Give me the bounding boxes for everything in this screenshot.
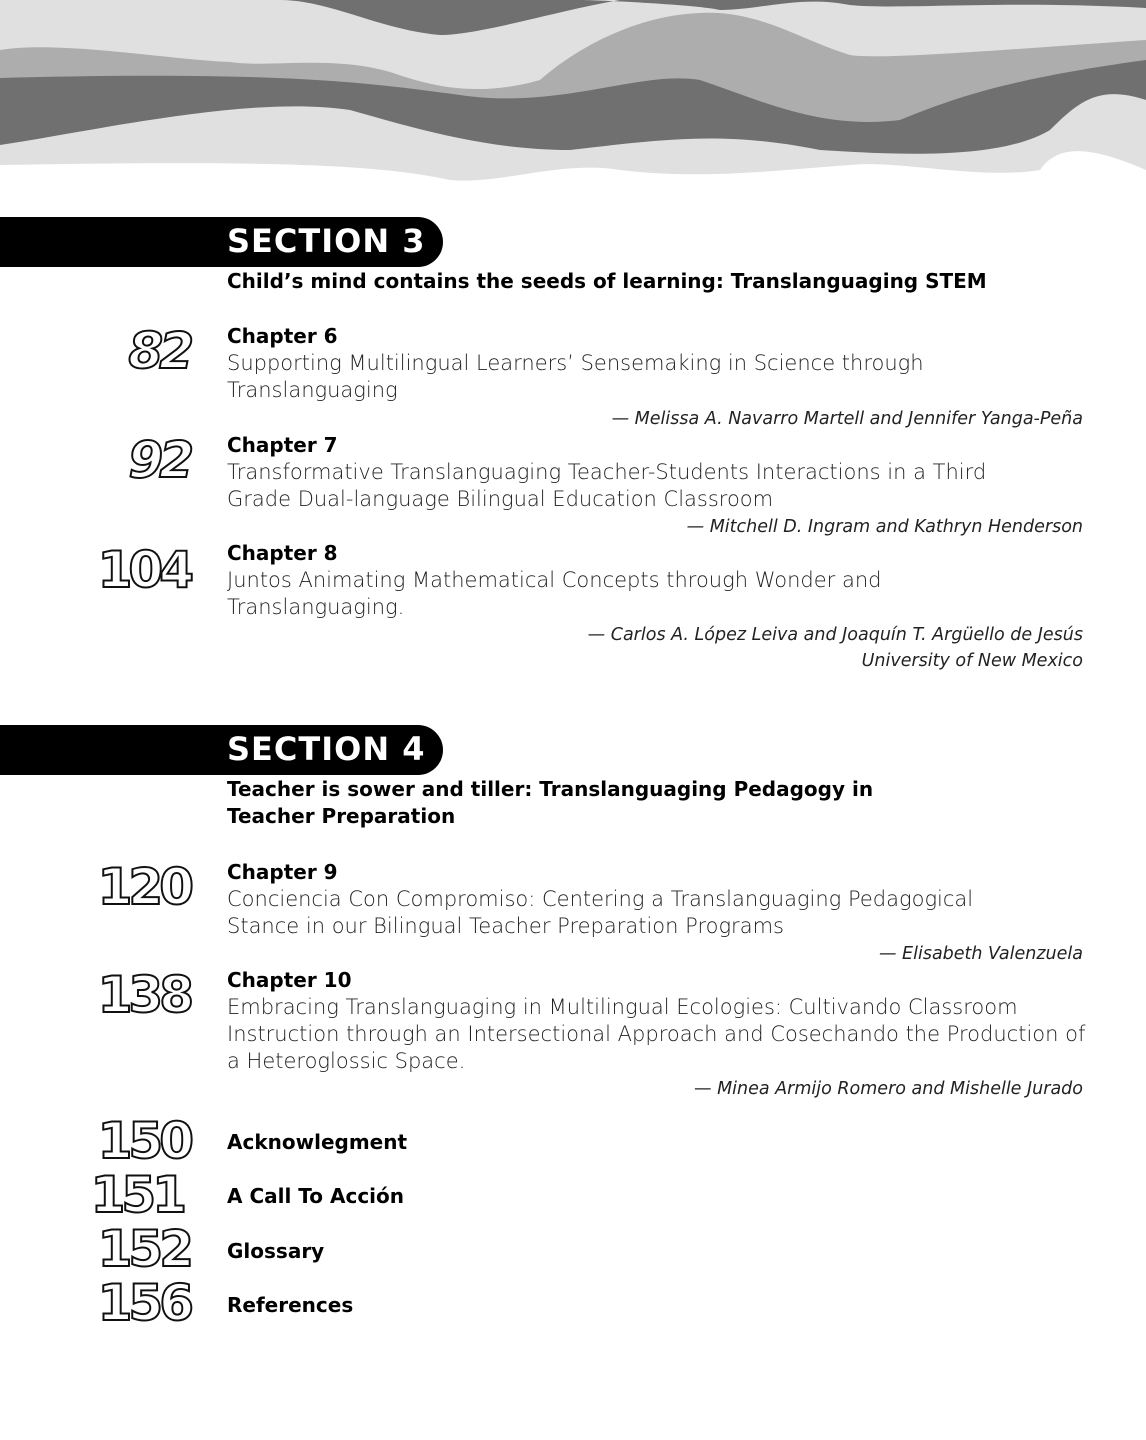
entry-title: Acknowlegment <box>227 1130 408 1154</box>
section-4-banner <box>0 725 443 775</box>
chapter-author: — Elisabeth Valenzuela <box>878 944 1083 964</box>
page-number: 120 <box>97 858 190 916</box>
page-number: 92 <box>128 431 190 489</box>
page-number: 82 <box>128 322 190 380</box>
page-number: 138 <box>97 966 190 1024</box>
section-subtitle: Child’s mind contains the seeds of learning: Translanguaging STEM <box>227 269 987 293</box>
chapter-label: Chapter 8 <box>227 541 338 565</box>
page-number: 152 <box>97 1220 190 1278</box>
chapter-author: — Minea Armijo Romero and Mishelle Jurado <box>694 1079 1083 1099</box>
chapter-label: Chapter 10 <box>227 968 352 992</box>
chapter-author: — Melissa A. Navarro Martell and Jennifer Yanga-Peña <box>611 409 1083 429</box>
chapter-author: — Carlos A. López Leiva and Joaquín T. Argüello de Jesús <box>587 625 1083 645</box>
chapter-title: Juntos Animating Mathematical Concepts through Wonder and Translanguaging. <box>227 568 882 619</box>
section-label: SECTION 4 <box>227 730 426 768</box>
page-number: 151 <box>90 1166 183 1224</box>
page-number: 150 <box>97 1112 190 1170</box>
chapter-label: Chapter 7 <box>227 433 338 457</box>
chapter-label: Chapter 9 <box>227 860 338 884</box>
entry-title: References <box>227 1293 354 1317</box>
section-3-banner <box>0 217 443 267</box>
chapter-title: Embracing Translanguaging in Multilingual Ecologies: Cultivando Classroom Instruction through an Intersectional Approach and Cosechando the Production of a Heteroglossic Space. <box>227 995 1086 1073</box>
page-number: 104 <box>97 541 190 599</box>
chapter-title: Conciencia Con Compromiso: Centering a Translanguaging Pedagogical Stance in our Bilingual Teacher Preparation Programs <box>227 887 974 938</box>
section-subtitle: Teacher is sower and tiller: Translanguaging Pedagogy in Teacher Preparation <box>227 777 874 828</box>
chapter-title: Transformative Translanguaging Teacher-Students Interactions in a Third Grade Dual-language Bilingual Education Classroom <box>227 460 987 511</box>
chapter-label: Chapter 6 <box>227 324 338 348</box>
entry-title: Glossary <box>227 1239 325 1263</box>
page-number: 156 <box>97 1274 190 1332</box>
wave-header-decoration <box>0 0 1146 190</box>
entry-title: A Call To Acción <box>227 1184 405 1208</box>
author-affiliation: University of New Mexico <box>861 651 1083 671</box>
section-label: SECTION 3 <box>227 222 426 260</box>
chapter-author: — Mitchell D. Ingram and Kathryn Henderson <box>686 517 1083 537</box>
chapter-title: Supporting Multilingual Learners’ Sensemaking in Science through Translanguaging <box>227 351 924 402</box>
